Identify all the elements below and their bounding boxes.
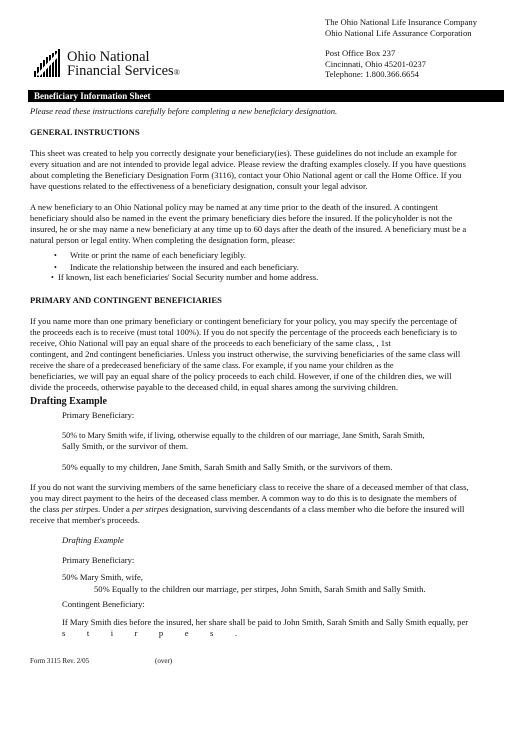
bullet-item-2: Indicate the relationship between the insured and each beneficiary. [70,262,299,272]
general-p1-line4: have questions related to the effectiveness of a beneficiary designation, consult your legal advisor. [30,181,368,191]
ohio-national-logo [34,49,184,83]
company-line1: The Ohio National Life Insurance Company [325,17,478,27]
general-p1-line2: every situation and are not intended to provide legal advice. Please review the drafting examples closely. If you have questions [30,159,466,169]
drafting2-line1: 50% Mary Smith, wife, [62,572,143,582]
drafting-example-2-heading: Drafting Example [62,535,124,545]
address-line2: Cincinnati, Ohio 45201-0237 [325,58,426,69]
general-p1-line1: This sheet was created to help you correctly designate your beneficiary(ies). These guidelines do not include an example for [30,148,457,158]
stirpes-line3: the class per stirpes. Under a per stirpes designation, surviving descendants of a class member who die before the insured will [30,504,465,514]
bullet-item-1: Write or print the name of each beneficiary legibly. [70,250,246,260]
contingent-beneficiary-label: Contingent Beneficiary: [62,599,145,609]
form-number: Form 3115 Rev. 2/05 [30,657,90,665]
general-p2-line3: insured, he or she may name a new beneficiary at any time up to 60 days after the death of the insured. A beneficiary must be a [30,224,467,234]
primary-p1-line2: the proceeds each is to receive (must total 100%). If you do not specify the percentage of the proceeds each beneficiary is to [30,327,457,337]
bullet-marker: • [51,273,54,282]
logo-text-line1: Ohio National [67,49,150,65]
logo-text-line2: Financial Services® [67,63,180,79]
stirpes-line1: If you do not want the surviving members of the same beneficiary class to receive the share of a deceased member of that class, [30,482,469,492]
primary-p1-line4: contingent, and 2nd contingent beneficiaries. Unless you instruct otherwise, the surviving beneficiaries of the same class will [30,349,461,359]
intro-text: Please read these instructions carefully before completing a new beneficiary designation. [30,106,338,116]
address-line3: Telephone: 1.800.366.6654 [325,69,419,79]
registered-mark: ® [173,68,180,77]
general-p2-line2: beneficiary should also be named in the event the primary beneficiary dies before the insured. If the policyholder is not the [30,213,453,223]
primary-beneficiary-label-2: Primary Beneficiary: [62,555,135,565]
stirpes-line2: you may direct payment to the heirs of the deceased class member. A common way to do this is to designate the members of [30,493,457,503]
general-p2-line4: natural person or legal entity. When completing the designation form, please: [30,235,296,245]
primary-p1-line7: divide the proceeds, otherwise payable to the deceased child, in equal shares among the surviving children. [30,382,398,392]
title-banner [28,90,504,102]
drafting2-line3: If Mary Smith dies before the insured, her share shall be paid to John Smith, Sarah Smith and Sally Smith equally, per [62,617,469,627]
primary-p1-line1: If you name more than one primary beneficiary or contingent beneficiary for your policy, you may specify the percentage of [30,316,458,326]
primary-beneficiary-label: Primary Beneficiary: [62,410,135,420]
drafting-example-heading: Drafting Example [30,396,107,407]
general-p1-line3: about completing the Beneficiary Designation Form (3116), contact your Ohio National agent or call the Home Office. If you [30,170,462,180]
drafting1-line1: 50% to Mary Smith wife, if living, otherwise equally to the children of our marriage, Jane Smith, Sarah Smith, [62,431,425,440]
page-title: Beneficiary Information Sheet [34,91,151,101]
drafting2-line2: 50% Equally to the children our marriage, per stirpes, John Smith, Sarah Smith and Sally Smith. [94,584,426,594]
primary-p1-line3: receive, Ohio National will pay an equal share of the proceeds to each beneficiary of the same class, , 1st [30,338,391,348]
primary-p1-line6: beneficiaries, we will pay an equal share of the policy proceeds to each child. However, if one of the children dies, we will [30,371,452,381]
stirpes-line4: receive that member's proceeds. [30,515,140,525]
bullet-marker: • [54,251,57,260]
over-label: (over) [155,657,173,665]
drafting2-line4: s t i r p e s . [62,628,237,638]
company-line2: Ohio National Life Assurance Corporation [325,28,472,38]
company-address [325,48,426,80]
general-p2-line1: A new beneficiary to an Ohio National policy may be named at any time prior to the death of the insured. A contingent [30,202,438,212]
primary-p1-line5: receive the share of a predeceased beneficiary of the same class. For example, if you name your children as the [30,361,394,370]
bullet-item-3: If known, list each beneficiaries' Social Security number and home address. [58,272,319,282]
drafting1-line3: 50% equally to my children, Jane Smith, Sarah Smith and Sally Smith, or the survivors of them. [62,462,393,472]
drafting1-line2: Sally Smith, or the survivor of them. [62,441,189,451]
logo-mark-icon [34,49,60,77]
address-line1: Post Office Box 237 [325,48,396,58]
primary-heading: PRIMARY AND CONTINGENT BENEFICIARIES [30,295,222,305]
general-heading: GENERAL INSTRUCTIONS [30,127,140,137]
company-names [325,17,477,39]
bullet-marker: • [54,263,57,272]
